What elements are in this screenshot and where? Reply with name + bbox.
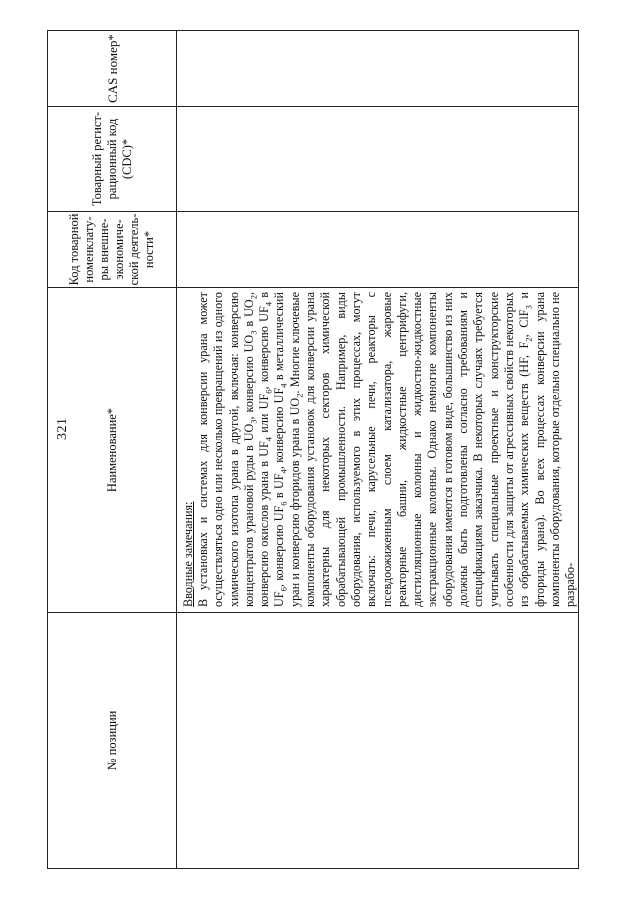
cell-name <box>177 288 579 613</box>
rotated-table-container <box>47 31 577 869</box>
header-commodity-registration-code: Товарный регист-рационный код (CDC)* <box>48 107 177 212</box>
cell-cas-number <box>177 31 579 107</box>
table-row <box>177 31 579 869</box>
header-trade-nomenclature-code: Код товарной номенклату-ры внешне-экономиче-ской деятель-ности* <box>48 212 177 288</box>
introductory-notes <box>177 288 578 612</box>
cell-commodity-registration-code <box>177 107 579 212</box>
specification-table <box>47 30 579 869</box>
header-name: Наименование* <box>48 288 177 613</box>
table-header-row <box>48 31 177 869</box>
section-title: Вводные замечания: <box>181 501 195 607</box>
header-cas-number: CAS номер* <box>48 31 177 107</box>
cell-trade-nomenclature-code <box>177 212 579 288</box>
header-position: № позиции <box>48 613 177 869</box>
introductory-paragraph: В установках и системах для конверсии урана может осуществляться одно или несколько превращений из одного химического изотопа урана в другой, включая: конверсию концентратов урановой руды в $UO_3$, конверсию $UO_3$ в $UO_2$, конверсию окислов урана в $UF_4$ или $UF_6$, конверсию $UF_4$ в $UF_6$, конверсию $UF_6$ в $UF_4$, конверсию $UF_4$ в металлический уран и конверсию фторидов урана в $UO_2$. Многие ключевые компоненты оборудования установок для конверсии урана характерны для некоторых секторов химической обрабатывающей промышленности. Например, виды оборудования, используемого в этих процессах, могут включать: печи, карусельные печи, реакторы с псевдоожиженным слоем катализатора, жаровые реакторные башни, жидкостные центрифуги, дистилляционные колонны и жидкостно-жидкостные экстракционные колонны. Однако немногие компоненты оборудования имеются в готовом виде, большинство из них должны быть подготовлены согласно требованиям и спецификациям заказчика. В некоторых случаях требуется учитывать специальные проектные и конструкторские особенности для защиты от агрессивных свойств некоторых из обрабатываемых химических веществ (HF, $F_2$, ClF$_3$ и фториды урана). Во всех процессах конверсии урана компоненты оборудования, которые отдельно специально не разрабо- <box>196 292 578 607</box>
cell-position <box>177 613 579 869</box>
page-number: 321 <box>55 417 70 440</box>
